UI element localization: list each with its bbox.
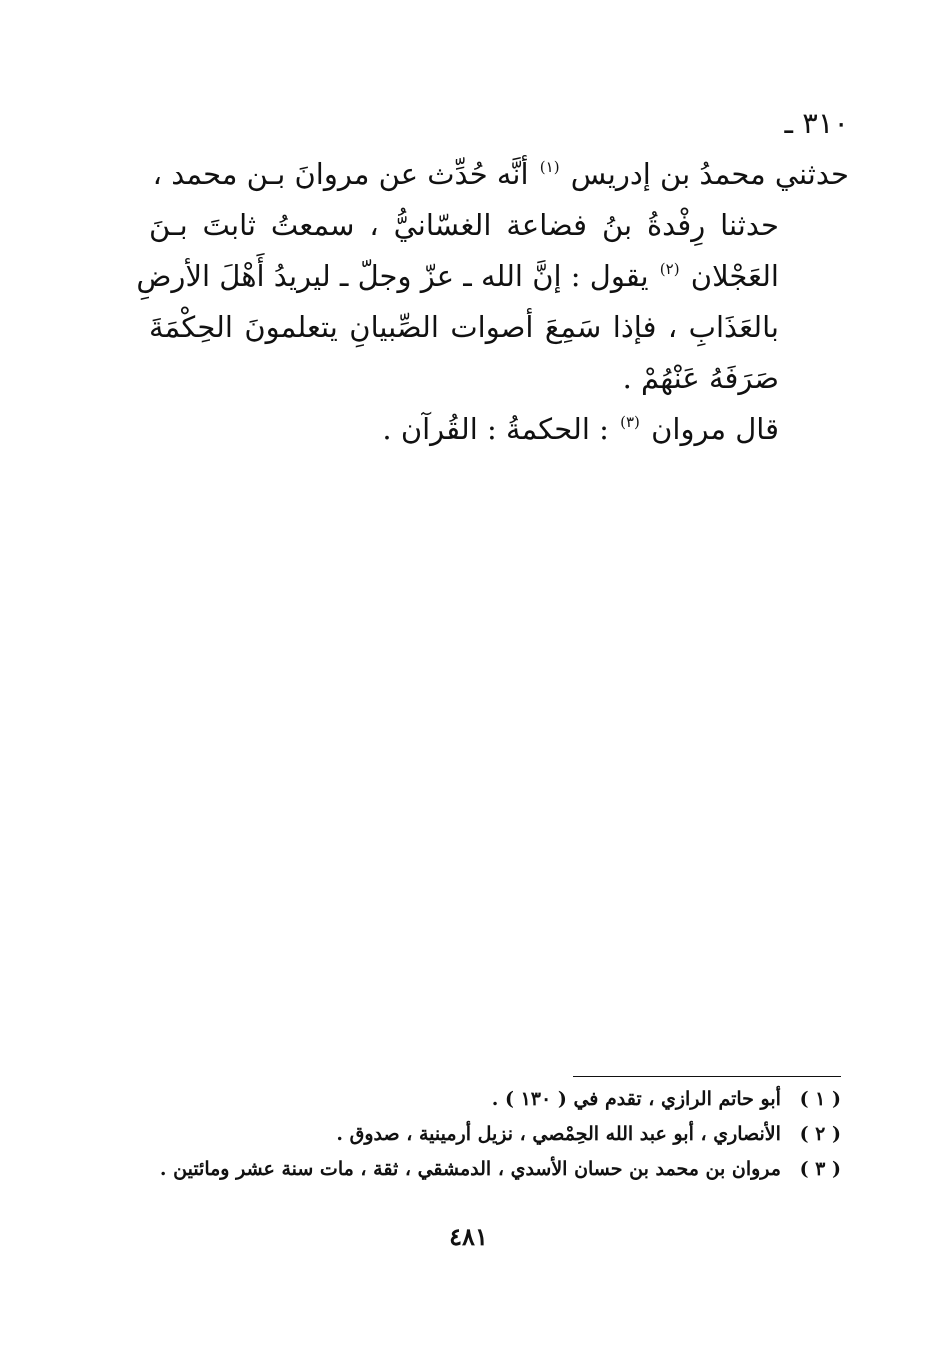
footnote-text: الأنصاري ، أبو عبد الله الحِمْصي ، نزيل أرمينية ، صدوق . [336, 1123, 781, 1145]
hadith-line-3-start: العَجْلان [690, 259, 779, 293]
footnote-number: ( ٢ ) [799, 1123, 841, 1145]
footnote-number: ( ١ ) [799, 1088, 841, 1110]
hadith-line-6-start: قال مروان [651, 412, 779, 446]
hadith-text-block [136, 98, 849, 455]
hadith-number: ٣١٠ ـ [784, 106, 849, 140]
hadith-line-2: حدثنا رِفْدةُ بنُ فضاعة الغسّانيُّ ، سمعتُ ثابتَ بـنَ [149, 208, 779, 242]
hadith-line-5: صَرَفَهُ عَنْهُمْ . [622, 361, 779, 395]
footnote-ref-2[interactable]: (٢) [659, 260, 680, 278]
footnotes-section [101, 1082, 841, 1187]
hadith-line-1-start: حدثني محمدُ بن إدريس [570, 157, 849, 191]
footnote-text: أبو حاتم الرازي ، تقدم في ( ١٣٠ ) . [491, 1088, 781, 1110]
hadith-line-6-end: : الحكمةُ : القُرآن . [382, 412, 609, 446]
footnote-ref-1[interactable]: (١) [539, 158, 560, 176]
footnote-text: مروان بن محمد بن حسان الأسدي ، الدمشقي ، ثقة ، مات سنة عشر ومائتين . [159, 1158, 781, 1180]
footnote-2 [101, 1117, 841, 1152]
hadith-line-1-end: أنَّه حُدِّث عن مروانَ بـن محمد ، [152, 157, 529, 191]
page-number: ٤٨١ [449, 1222, 488, 1251]
footnote-3 [101, 1152, 841, 1187]
footnote-1 [101, 1082, 841, 1117]
hadith-line-6 [149, 404, 849, 455]
footnote-number: ( ٣ ) [799, 1158, 841, 1180]
footnote-divider [573, 1076, 841, 1077]
hadith-line-4: بالعَذَابِ ، فإذا سَمِعَ أصوات الصِّبيانِ يتعلمونَ الحِكْمَةَ [149, 310, 779, 344]
hadith-line-3 [136, 251, 849, 302]
hadith-line-1 [149, 98, 849, 200]
footnote-ref-3[interactable]: (٣) [620, 413, 640, 431]
hadith-line-3-end: يقول : إنَّ الله ـ عزّ وجلّ ـ ليريدُ أَهْلَ الأرضِ [136, 259, 649, 293]
